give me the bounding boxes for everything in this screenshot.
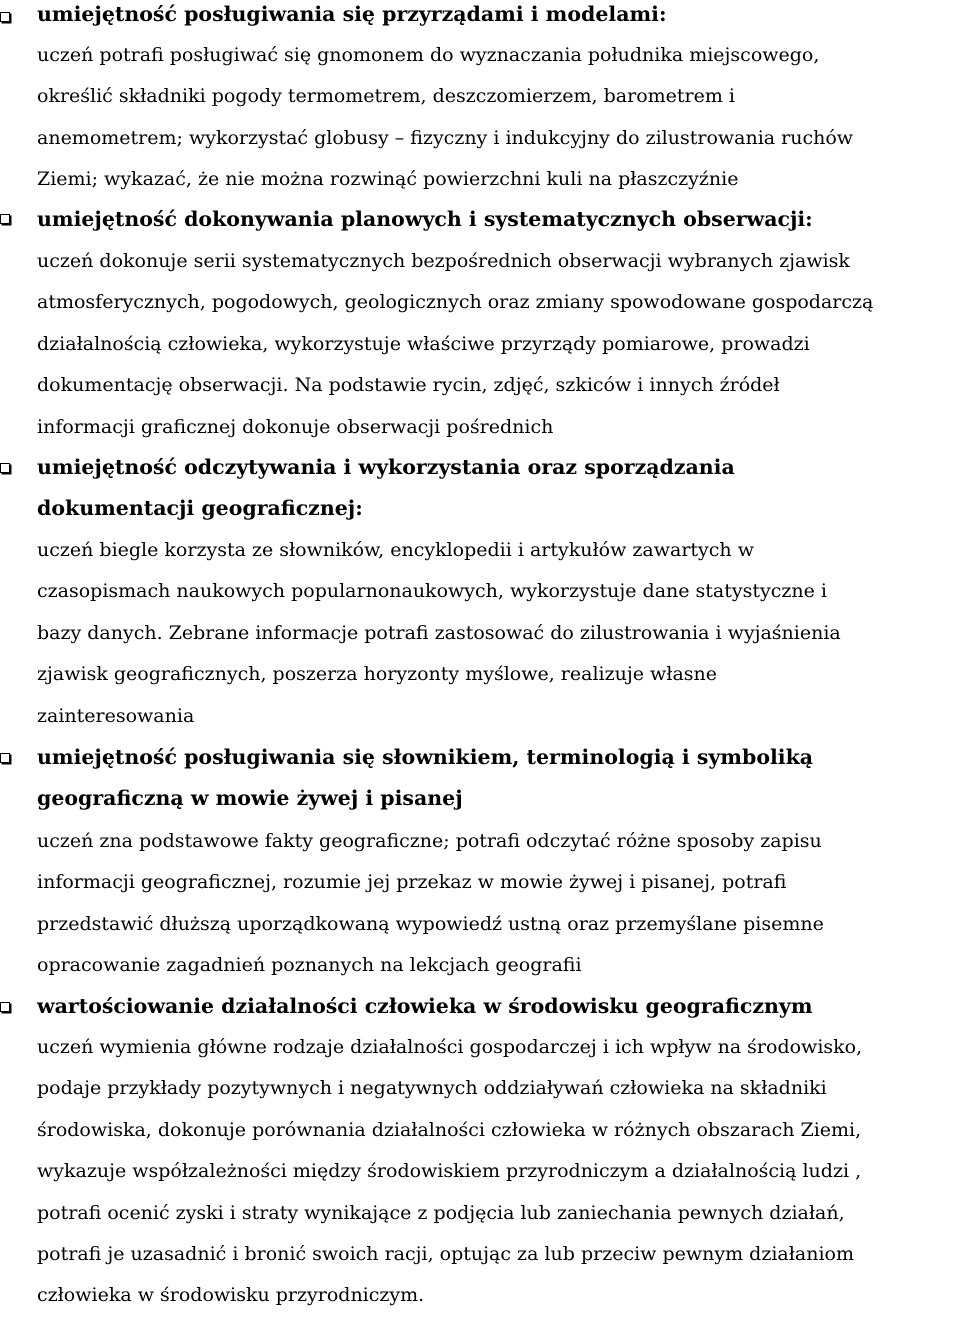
body-line: przedstawić dłuższą uporządkowaną wypowiedź ustną oraz przemyślane pisemne	[37, 912, 824, 935]
body-line: czasopismach naukowych popularnonaukowych, wykorzystuje dane statystyczne i	[37, 580, 827, 603]
body-line: uczeń zna podstawowe fakty geograficzne; potrafi odczytać różne sposoby zapisu	[37, 830, 822, 852]
body-line: zainteresowania	[37, 704, 195, 727]
body-line: środowiska, dokonuje porównania działalności człowieka w różnych obszarach Ziemi,	[37, 1118, 862, 1141]
heading-line: wartościowanie działalności człowieka w środowisku geograficznym	[37, 994, 813, 1018]
section-body	[37, 1027, 957, 1317]
body-line: człowieka w środowisku przyrodniczym.	[37, 1284, 425, 1307]
body-line: informacji graficznej dokonuje obserwacji pośrednich	[37, 415, 554, 438]
section-body	[37, 35, 957, 201]
section-body	[37, 241, 957, 448]
checkbox-bullet-icon	[0, 463, 10, 473]
body-line: wykazuje współzależności między środowiskiem przyrodniczym a działalnością ludzi ,	[37, 1160, 862, 1183]
section-heading	[37, 0, 957, 35]
body-line: podaje przykłady pozytywnych i negatywnych oddziaływań człowieka na składniki	[37, 1077, 827, 1100]
body-line: uczeń potrafi posługiwać się gnomonem do wyznaczania południka miejscowego,	[37, 44, 820, 66]
heading-line: umiejętność dokonywania planowych i systematycznych obserwacji:	[37, 207, 813, 231]
body-line: zjawisk geograficznych, poszerza horyzonty myślowe, realizuje własne	[37, 663, 718, 686]
body-line: potrafi je uzasadnić i bronić swoich racji, optując za lub przeciw pewnym działaniom	[37, 1242, 854, 1265]
body-line: Ziemi; wykazać, że nie można rozwinąć powierzchni kuli na płaszczyźnie	[37, 168, 739, 191]
section-heading	[37, 986, 957, 1027]
body-line: uczeń wymienia główne rodzaje działalności gospodarczej i ich wpływ na środowisko,	[37, 1036, 863, 1058]
heading-line: umiejętność posługiwania się słownikiem, terminologią i symboliką	[37, 745, 814, 769]
section-body	[37, 530, 957, 737]
body-line: anemometrem; wykorzystać globusy – fizyczny i indukcyjny do zilustrowania ruchów	[37, 126, 854, 149]
body-line: działalnością człowieka, wykorzystuje właściwe przyrządy pomiarowe, prowadzi	[37, 332, 810, 355]
section-heading	[37, 737, 957, 820]
body-line: bazy danych. Zebrane informacje potrafi zastosować do zilustrowania i wyjaśnienia	[37, 621, 841, 644]
body-line: atmosferycznych, pogodowych, geologicznych oraz zmiany spowodowane gospodarczą	[37, 291, 874, 314]
body-line: uczeń dokonuje serii systematycznych bezpośrednich obserwacji wybranych zjawisk	[37, 250, 850, 272]
checkbox-bullet-icon	[0, 12, 10, 22]
body-line: potrafi ocenić zyski i straty wynikające z podjęcia lub zaniechania pewnych działań,	[37, 1201, 845, 1224]
checkbox-bullet-icon	[0, 753, 10, 763]
heading-line: dokumentacji geograficznej:	[37, 496, 363, 521]
section-body	[37, 821, 957, 987]
section-heading	[37, 199, 957, 240]
body-line: opracowanie zagadnień poznanych na lekcjach geografii	[37, 954, 582, 977]
body-line: określić składniki pogody termometrem, deszczomierzem, barometrem i	[37, 85, 735, 108]
body-line: uczeń biegle korzysta ze słowników, encyklopedii i artykułów zawartych w	[37, 539, 754, 561]
body-line: informacji geograficznej, rozumie jej przekaz w mowie żywej i pisanej, potrafi	[37, 871, 787, 894]
heading-line: umiejętność odczytywania i wykorzystania oraz sporządzania	[37, 455, 735, 479]
section-heading	[37, 447, 957, 530]
body-line: dokumentację obserwacji. Na podstawie rycin, zdjęć, szkiców i innych źródeł	[37, 374, 780, 397]
heading-line: umiejętność posługiwania się przyrządami i modelami:	[37, 2, 667, 26]
heading-line: geograficzną w mowie żywej i pisanej	[37, 786, 463, 811]
checkbox-bullet-icon	[0, 1002, 10, 1012]
checkbox-bullet-icon	[0, 214, 10, 224]
